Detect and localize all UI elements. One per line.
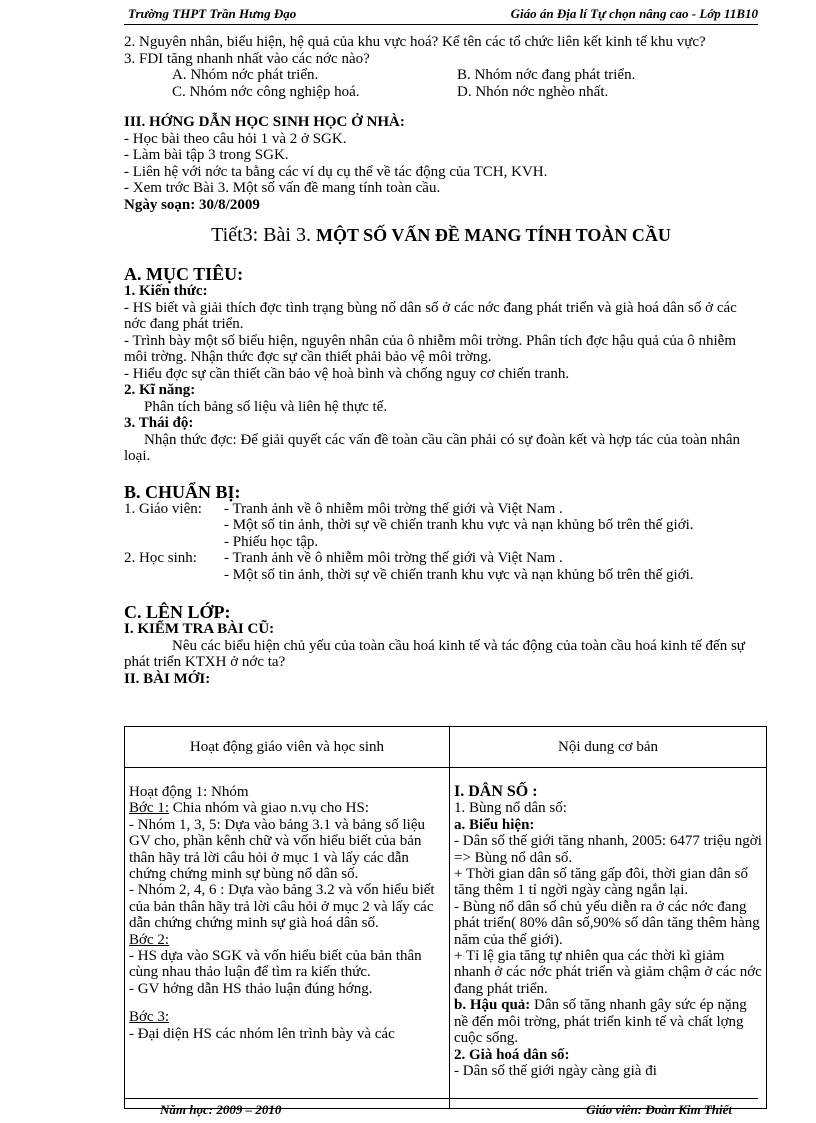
- attitude-heading: 3. Thái độ:: [124, 415, 194, 431]
- student-item: - Một số tin ảnh, thời sự về chiến tranh khu vực và nạn khủng bố trên thế giới.: [224, 566, 694, 583]
- manifestation-label: a. Biểu hiện:: [454, 816, 535, 833]
- skills-heading: 2. Kĩ năng:: [124, 382, 196, 398]
- homework-heading: III. HỚNG DẪN HỌC SINH HỌC Ở NHÀ:: [124, 114, 405, 130]
- lesson-table: [124, 726, 767, 1109]
- teacher-row: [124, 501, 758, 518]
- consequence: [454, 997, 762, 1046]
- objectives-heading: A. MỤC TIÊU:: [124, 264, 244, 284]
- manifestation-4: + Tỉ lệ gia tăng tự nhiên qua các thời kì giảm nhanh ở các nớc phát triển và giảm chậm ở các nớc đang phát triển.: [454, 948, 762, 997]
- new-lesson-heading: II. BÀI MỚI:: [124, 670, 211, 687]
- step-3-label: Bớc 3:: [129, 1009, 170, 1026]
- teacher-item: - Phiếu học tập.: [224, 533, 319, 550]
- homework-item: - Học bài theo câu hỏi 1 và 2 ở SGK.: [124, 130, 347, 147]
- student-row: [124, 550, 758, 567]
- aging-heading: 2. Già hoá dân số:: [454, 1046, 570, 1063]
- skills-text: Phân tích bảng số liệu và liên hệ thực tế.: [144, 398, 388, 415]
- step-2-label: Bớc 2:: [129, 931, 170, 948]
- option-c: C. Nhóm nớc công nghiệp hoá.: [172, 83, 360, 100]
- student-row-2: [124, 567, 758, 584]
- step-2a: - HS dựa vào SGK và vốn hiểu biết của bản thân cùng nhau thảo luận để tìm ra kiến thức.: [129, 948, 422, 981]
- step-1-text: Chia nhóm và giao n.vụ cho HS:: [172, 800, 369, 817]
- homework-item: - Liên hệ với nớc ta bằng các ví dụ cụ thể về tác động của TCH, KVH.: [124, 163, 548, 180]
- consequence-label: b. Hậu quả:: [454, 997, 531, 1014]
- question-2: 2. Nguyên nhân, biểu hiện, hệ quả của khu vực hoá? Kể tên các tổ chức liên kết kinh tế khu vực?: [124, 34, 706, 50]
- options-row-1: [124, 67, 758, 84]
- option-b: B. Nhóm nớc đang phát triển.: [457, 67, 636, 83]
- option-d: D. Nhón nớc nghèo nhất.: [457, 83, 609, 100]
- step-1: [129, 800, 445, 816]
- lesson-title: [124, 223, 758, 247]
- col-header-content: Nội dung cơ bản: [450, 727, 767, 768]
- knowledge-item: - Hiểu đợc sự cần thiết cần bảo vệ hoà bình và chống nguy cơ chiến tranh.: [124, 365, 570, 382]
- prep-date: Ngày soạn: 30/8/2009: [124, 196, 260, 213]
- options-row-2: [124, 84, 758, 101]
- population-boom: 1. Bùng nổ dân số:: [454, 800, 567, 817]
- knowledge-item: - Trình bày một số biểu hiện, nguyên nhân của ô nhiễm môi trờng. Phân tích đợc hậu quả của ô nhiễm môi trờng. Nhận thức đợc sự cần thiết phải bảo vệ môi trờng.: [124, 332, 737, 365]
- knowledge-item: - HS biết và giải thích đợc tình trạng bùng nổ dân số ở các nớc đang phát triển và già hoá dân số ở các nớc đang phát triển.: [124, 299, 737, 332]
- lesson-name: MỘT SỐ VẤN ĐỀ MANG TÍNH TOÀN CẦU: [315, 225, 671, 245]
- question-3: 3. FDI tăng nhanh nhất vào các nớc nào?: [124, 50, 370, 67]
- knowledge-heading: 1. Kiến thức:: [124, 283, 208, 299]
- teacher-row-3: [124, 534, 758, 551]
- class-heading: C. LÊN LỚP:: [124, 602, 231, 622]
- activity-title: Hoạt động 1: Nhóm: [129, 784, 249, 800]
- step-1-label: Bớc 1:: [129, 800, 170, 817]
- teacher-item: - Tranh ảnh về ô nhiễm môi trờng thế giới và Việt Nam .: [224, 500, 563, 517]
- content-cell: [450, 768, 767, 1109]
- consequence-text: Dân số tăng nhanh gây sức ép nặng nề đến môi trờng, phát triển kinh tế và chất lợng cuộc sống.: [454, 997, 747, 1047]
- header-subject: Giáo án Địa lí Tự chọn nâng cao - Lớp 11B10: [510, 6, 758, 21]
- option-a: A. Nhóm nớc phát triển.: [172, 67, 319, 83]
- header-school: Trường THPT Trần Hưng Đạo: [128, 6, 297, 21]
- homework-item: - Xem trớc Bài 3. Một số vấn đề mang tính toàn cầu.: [124, 180, 441, 196]
- footer-year: Năm học: 2009 – 2010: [160, 1102, 282, 1117]
- preparation-heading: B. CHUẨN BỊ:: [124, 481, 241, 502]
- review-text: Nêu các biểu hiện chủ yếu của toàn cầu hoá kinh tế và tác động của toàn cầu hoá kinh tế đến sự phát triển KTXH ở nớc ta?: [124, 637, 745, 670]
- document-body: [124, 34, 758, 687]
- step-2b: - GV hớng dẫn HS thảo luận đúng hớng.: [129, 980, 373, 997]
- manifestation-3: - Bùng nổ dân số chủ yếu diễn ra ở các nớc đang phát triển( 80% dân số,90% số dân tăng thêm hàng năm của thế giới).: [454, 898, 760, 948]
- footer-teacher: Giáo viên: Đoàn Kim Thiết: [586, 1102, 732, 1117]
- manifestation-1: - Dân số thế giới tăng nhanh, 2005: 6477 triệu ngời => Bùng nổ dân số.: [454, 833, 762, 866]
- lesson-prefix: Tiết3: Bài 3.: [211, 224, 311, 246]
- student-label: 2. Học sinh:: [124, 550, 197, 566]
- page-header: [124, 6, 758, 25]
- student-item: - Tranh ảnh về ô nhiễm môi trờng thế giới và Việt Nam .: [224, 550, 563, 566]
- attitude-text: Nhận thức đợc: Để giải quyết các vấn đề toàn cầu cần phải có sự đoàn kết và hợp tác của toàn nhân loại.: [124, 431, 741, 464]
- page-footer: [124, 1098, 758, 1121]
- aging-text: - Dân số thế giới ngày càng già đi: [454, 1062, 657, 1079]
- group-1-task: - Nhóm 1, 3, 5: Dựa vào bảng 3.1 và bảng số liệu GV cho, phần kênh chữ và vốn hiểu biết của bản thân hãy trả lời câu hỏi ở mục 1 và lấy các dẫn chứng chứng minh sự bùng nổ dân số.: [129, 816, 425, 883]
- teacher-label: 1. Giáo viên:: [124, 500, 202, 517]
- manifestation-2: + Thời gian dân số tăng gấp đôi, thời gian dân số tăng thêm 1 tỉ ngời ngày càng ngắn lại.: [454, 866, 749, 899]
- step-3: - Đại diện HS các nhóm lên trình bày và các: [129, 1025, 395, 1042]
- homework-item: - Làm bài tập 3 trong SGK.: [124, 147, 289, 163]
- teacher-row-2: [124, 517, 758, 534]
- teacher-item: - Một số tin ảnh, thời sự về chiến tranh khu vực và nạn khủng bố trên thế giới.: [224, 517, 694, 533]
- activities-cell: [125, 768, 450, 1109]
- review-heading: I. KIỂM TRA BÀI CŨ:: [124, 621, 275, 637]
- population-heading: I. DÂN SỐ :: [454, 783, 538, 800]
- group-2-task: - Nhóm 2, 4, 6 : Dựa vào bảng 3.2 và vốn hiểu biết của bản thân hãy trả lời câu hỏi ở mục 2 và lấy các dẫn chứng chứng minh sự già hoá dân số.: [129, 882, 435, 932]
- col-header-activities: Hoạt động giáo viên và học sinh: [125, 727, 450, 768]
